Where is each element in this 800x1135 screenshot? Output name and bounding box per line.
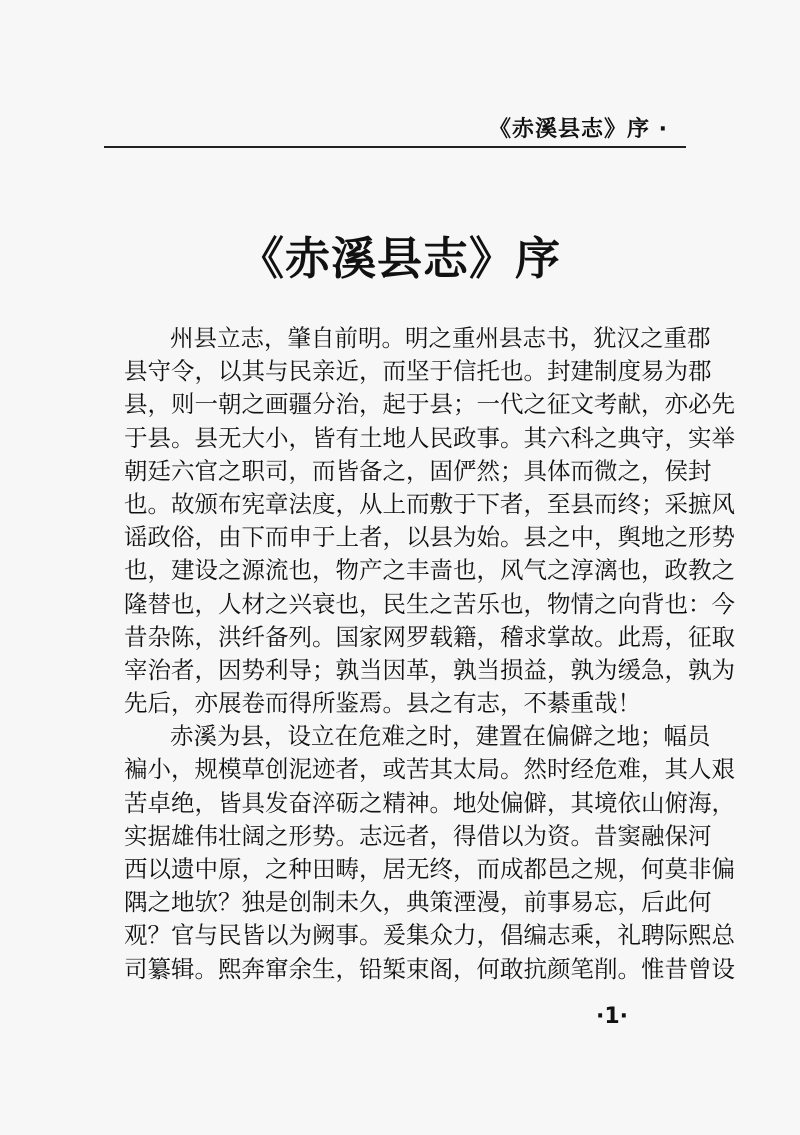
text-line: 褊小，规模草创泥迹者，或苦其太局。然时经危难，其人艰 <box>124 755 735 784</box>
text-line: 谣政俗，由下而申于上者，以县为始。县之中，舆地之形势 <box>124 523 735 552</box>
text-line: 观？官与民皆以为阙事。爰集众力，倡编志乘，礼聘际熙总 <box>124 921 735 950</box>
text-line: 苦卓绝，皆具发奋淬砺之精神。地处偏僻，其境依山俯海， <box>124 788 735 817</box>
text-line: 宰治者，因势利导；孰当因革，孰当损益，孰为缓急，孰为 <box>124 655 735 684</box>
body-text <box>124 322 735 986</box>
text-line: 于县。县无大小，皆有土地人民政事。其六科之典守，实举 <box>124 423 735 452</box>
text-line: 也，建设之源流也，物产之丰啬也，风气之淳漓也，政教之 <box>124 556 735 585</box>
text-line: 实据雄伟壮阔之形势。志远者，得借以为资。昔窦融保河 <box>124 821 712 850</box>
text-line: 也。故颁布宪章法度，从上而敷于下者，至县而终；采摭风 <box>124 489 735 518</box>
text-line: 先后，亦展卷而得所鉴焉。县之有志，不綦重哉！ <box>124 689 641 718</box>
text-line: 司纂辑。熙奔窜余生，铅椠束阁，何敢抗颜笔削。惟昔曾设 <box>124 954 735 983</box>
chapter-title: 《赤溪县志》序 <box>238 232 561 285</box>
paragraph-2 <box>124 720 735 986</box>
running-header: 《赤溪县志》序 · <box>488 117 668 142</box>
text-line: 隆替也，人材之兴衰也，民生之苦乐也，物情之向背也：今 <box>124 589 735 618</box>
text-line: 昔杂陈，洪纤备列。国家网罗载籍，稽求掌故。此焉，征取 <box>124 622 735 651</box>
text-line: 赤溪为县，设立在危难之时，建置在偏僻之地；幅员 <box>170 722 711 751</box>
page-number: ·1· <box>596 1004 629 1029</box>
text-line: 隅之地欤？独是创制未久，典策湮漫，前事易忘，后此何 <box>124 888 712 917</box>
text-line: 州县立志，肇自前明。明之重州县志书，犹汉之重郡 <box>170 324 711 352</box>
text-line: 县，则一朝之画疆分治，起于县；一代之征文考献，亦必先 <box>124 390 735 419</box>
text-line: 西以遗中原，之种田畴，居无终，而成都邑之规，何莫非偏 <box>124 855 735 883</box>
paragraph-1 <box>124 322 735 720</box>
text-line: 县守令，以其与民亲近，而坚于信托也。封建制度易为郡 <box>124 357 712 386</box>
text-line: 朝廷六官之职司，而皆备之，固俨然；具体而微之，侯封 <box>124 456 712 485</box>
header-rule <box>104 146 686 148</box>
